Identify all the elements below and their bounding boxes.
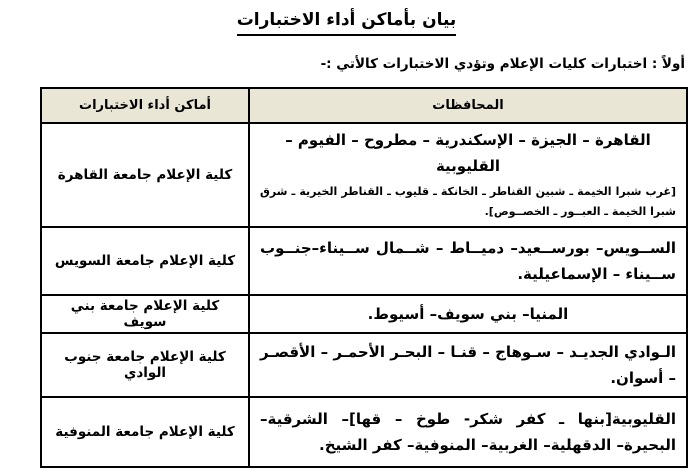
table-row-suez — [41, 227, 687, 295]
table-row-menoufia — [41, 397, 687, 467]
page-title-container — [0, 10, 693, 36]
column-header-exam-locations: أماكن أداء الاختبارات — [41, 88, 249, 123]
governorates-cell — [249, 227, 687, 295]
table-row-beni-suef — [41, 295, 687, 333]
intro-text: أولاً : اختبارات كليات الإعلام وتؤدي الاختبارات كالأتي :- — [320, 56, 685, 72]
college-cell: كلية الإعلام جامعة القاهرة — [41, 123, 249, 227]
document-page — [0, 10, 693, 471]
governorates-note: [غرب شبرا الخيمة ـ شبين القناطر ـ الخانكة ـ قليوب ـ القناطر الخيرية ـ شرق شبرا الخيمة ـ العبــور ـ الخصــوص]. — [260, 184, 676, 219]
governorates-cell — [249, 295, 687, 333]
governorates-text: الســويس– بورســعيد– دميــاط – شــمال ســيناء–جنــوب ســيناء – الإسماعيلية. — [260, 239, 676, 284]
college-cell: كلية الإعلام جامعة المنوفية — [41, 397, 249, 467]
governorates-text: الـوادي الجديـد – سـوهاج – قنـا – البحـر الأحمـر – الأقصـر – أسوان. — [260, 343, 676, 388]
exam-locations-table — [40, 87, 688, 468]
governorates-text: القليوبية[بنها ـ كفر شكر- طوخ – قها]– الشرقية– البحيرة– الدقهلية– الغربية– المنوفية– كفر الشيخ. — [260, 410, 676, 455]
table-header-row — [41, 88, 687, 123]
governorates-cell — [249, 397, 687, 467]
table-row-south-valley — [41, 333, 687, 397]
governorates-cell — [249, 123, 687, 227]
page-title: بيان بأماكن أداء الاختبارات — [237, 10, 457, 36]
governorates-cell — [249, 333, 687, 397]
table-row-cairo — [41, 123, 687, 227]
governorates-text: المنيا– بني سويف– أسيوط. — [367, 305, 569, 324]
college-cell: كلية الإعلام جامعة جنوب الوادي — [41, 333, 249, 397]
column-header-governorates: المحافظات — [249, 88, 687, 123]
college-cell: كلية الإعلام جامعة السويس — [41, 227, 249, 295]
college-cell: كلية الإعلام جامعة بني سويف — [41, 295, 249, 333]
governorates-text: القاهرة – الجيزة – الإسكندرية – مطروح – الفيوم – القليوبية — [285, 131, 651, 176]
